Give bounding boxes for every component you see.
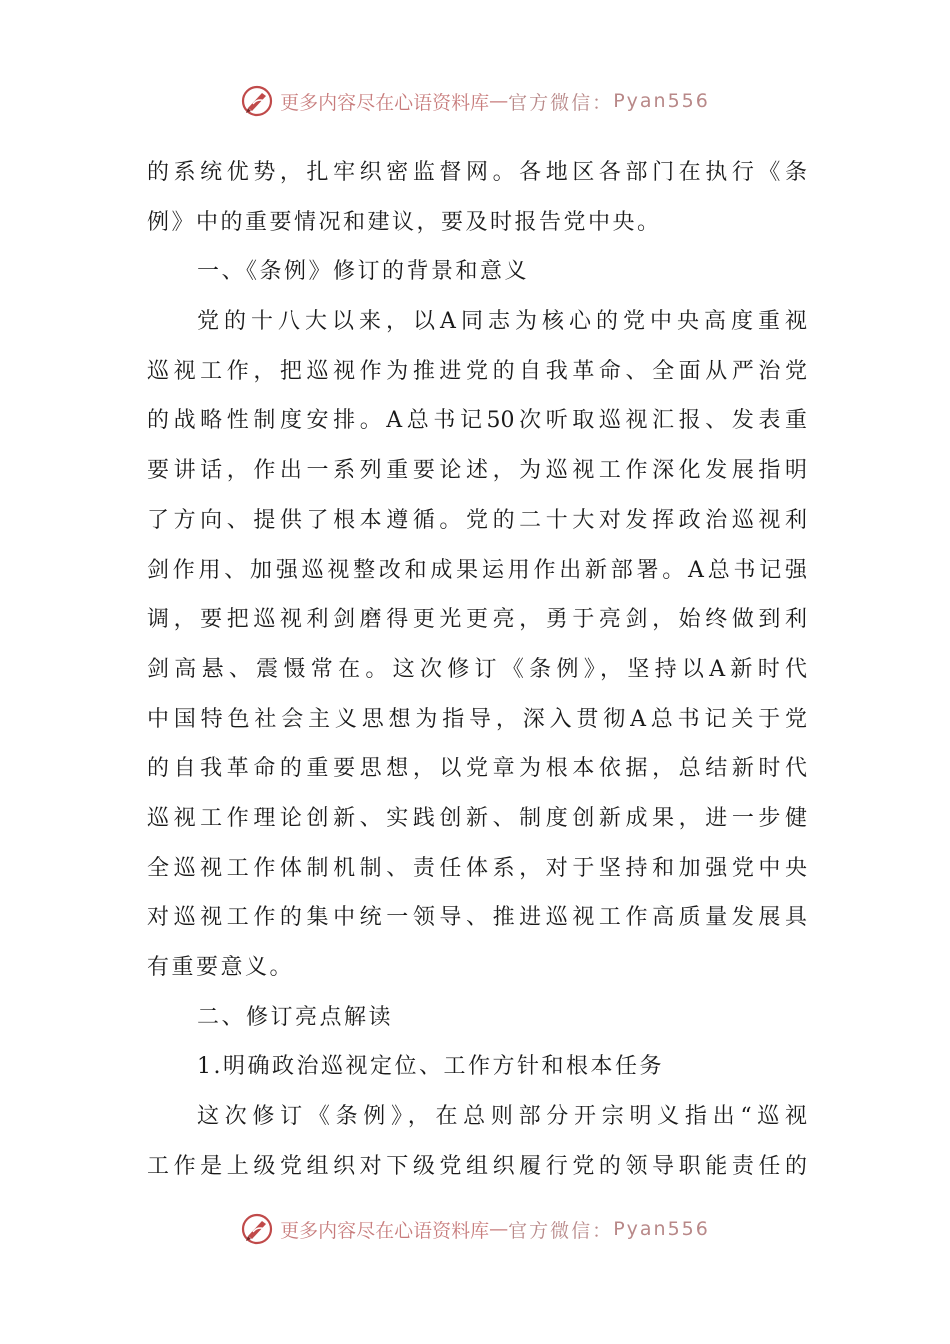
text-line: 剑作用、加强巡视整改和成果运用作出新部署。A总书记强 [147,557,807,583]
section-heading: 二、修订亮点解读 [197,1004,394,1030]
text-line: 中国特色社会主义思想为指导，深入贯彻A总书记关于党 [147,706,807,732]
banner-dash: — [489,1218,509,1240]
document-body [147,148,807,1191]
text-line: 的系统优势，扎牢织密监督网。各地区各部门在执行《条 [147,160,807,185]
pen-logo-icon [240,84,274,118]
banner-wechat-label: 官方微信： [508,1219,614,1242]
text-line: 巡视工作理论创新、实践创新、制度创新成果，进一步健 [147,805,807,831]
banner-dash: — [489,90,509,112]
pen-logo-icon [240,1212,274,1246]
banner-wechat-id: Pyan556 [613,1218,710,1240]
text-line: 党的十八大以来，以A同志为核心的党中央高度重视 [197,309,807,335]
text-line: 例》中的重要情况和建议，要及时报告党中央。 [147,209,662,235]
text-line: 了方向、提供了根本遵循。党的二十大对发挥政治巡视利 [147,507,807,533]
text-line: 工作是上级党组织对下级党组织履行党的领导职能责任的 [147,1153,807,1179]
banner-wechat-id: Pyan556 [613,90,710,112]
text-line: 的战略性制度安排。A总书记50次听取巡视汇报、发表重 [147,408,807,434]
subsection-heading: 1.明确政治巡视定位、工作方针和根本任务 [197,1054,664,1080]
header-banner [0,84,950,118]
text-line: 对巡视工作的集中统一领导、推进巡视工作高质量发展具 [147,905,807,931]
text-line: 巡视工作，把巡视作为推进党的自我革命、全面从严治党 [147,358,807,384]
section-heading: 一、《条例》修订的背景和意义 [197,259,530,285]
banner-library-text: 更多内容尽在心语资料库 [280,91,490,114]
banner-wechat-label: 官方微信： [508,91,614,114]
text-line: 有重要意义。 [147,955,295,980]
text-line: 调，要把巡视利剑磨得更光更亮，勇于亮剑，始终做到利 [147,607,807,633]
text-line: 的自我革命的重要思想，以党章为根本依据，总结新时代 [147,756,807,782]
text-line: 要讲话，作出一系列重要论述，为巡视工作深化发展指明 [147,458,807,484]
text-line: 剑高悬、震慑常在。这次修订《条例》，坚持以A新时代 [147,656,807,682]
text-line: 全巡视工作体制机制、责任体系，对于坚持和加强党中央 [147,855,807,881]
footer-banner [0,1212,950,1246]
banner-library-text: 更多内容尽在心语资料库 [280,1219,490,1242]
text-line: 这次修订《条例》，在总则部分开宗明义指出“巡视 [197,1104,807,1130]
